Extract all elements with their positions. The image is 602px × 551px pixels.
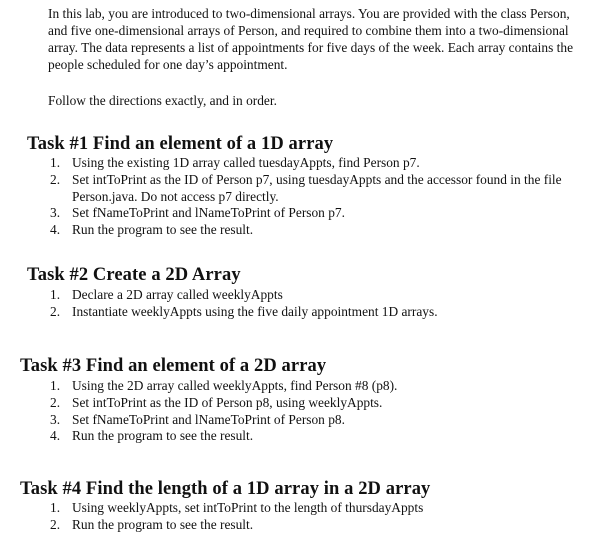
task-1-section: [0, 133, 602, 239]
list-item: [50, 304, 602, 321]
list-item: [50, 378, 602, 395]
step-number: 4.: [50, 428, 61, 444]
list-item: [50, 155, 570, 172]
step-text: Run the program to see the result.: [72, 516, 254, 532]
step-text: Run the program to see the result.: [72, 222, 254, 238]
step-text: Using the existing 1D array called tuesdayAppts, find Person p7.: [72, 155, 420, 170]
list-item: [50, 395, 602, 412]
task-4-steps: [0, 500, 602, 534]
step-number: 3.: [50, 205, 61, 221]
list-item: [50, 517, 602, 534]
task-3-heading: Task #3 Find an element of a 2D array: [20, 356, 327, 376]
list-item: [50, 172, 570, 206]
step-text: Using the 2D array called weeklyAppts, find Person #8 (p8).: [72, 378, 398, 393]
task-1-heading: Task #1 Find an element of a 1D array: [27, 134, 334, 154]
instructions-note: Follow the directions exactly, and in order.: [48, 93, 277, 108]
task-3-steps: [0, 378, 602, 445]
step-number: 1.: [50, 155, 61, 170]
list-item: [50, 500, 602, 517]
list-item: [50, 222, 570, 239]
task-4-heading: Task #4 Find the length of a 1D array in a 2D array: [20, 479, 431, 499]
step-number: 2.: [50, 394, 61, 410]
step-text: Set intToPrint as the ID of Person p8, using weeklyAppts.: [72, 394, 383, 410]
step-text: Declare a 2D array called weeklyAppts: [72, 287, 283, 302]
task-2-heading: Task #2 Create a 2D Array: [27, 265, 241, 285]
list-item: [50, 205, 570, 222]
list-item: [50, 287, 602, 304]
intro-paragraph: In this lab, you are introduced to two-dimensional arrays. You are provided with the class Person, and five one-dimensional arrays of Person, and required to combine them into a two-dimensional array. The data represents a list of appointments for five days of the week. Each array contains the people scheduled for one day’s appointment.: [48, 6, 574, 72]
step-number: 4.: [50, 222, 61, 238]
list-item: [50, 412, 602, 429]
list-item: [50, 428, 602, 445]
step-number: 1.: [50, 500, 61, 515]
step-text: Using weeklyAppts, set intToPrint to the length of thursdayAppts: [72, 500, 424, 515]
step-number: 2.: [50, 303, 61, 319]
step-number: 3.: [50, 411, 61, 427]
step-text: Run the program to see the result.: [72, 428, 254, 444]
step-number: 2.: [50, 171, 61, 187]
task-2-section: [0, 264, 602, 321]
step-text: Instantiate weeklyAppts using the five daily appointment 1D arrays.: [72, 303, 438, 319]
step-number: 2.: [50, 516, 61, 532]
task-3-section: [0, 355, 602, 445]
task-1-steps: [0, 155, 570, 239]
step-text: Set fNameToPrint and lNameToPrint of Person p7.: [72, 205, 345, 221]
step-text: Set fNameToPrint and lNameToPrint of Person p8.: [72, 411, 345, 427]
task-2-steps: [0, 287, 602, 321]
step-number: 1.: [50, 378, 61, 393]
step-number: 1.: [50, 287, 61, 302]
task-4-section: [0, 478, 602, 534]
step-text: Set intToPrint as the ID of Person p7, using tuesdayAppts and the accessor found in the file Person.java. Do not access p7 directly.: [72, 171, 562, 204]
